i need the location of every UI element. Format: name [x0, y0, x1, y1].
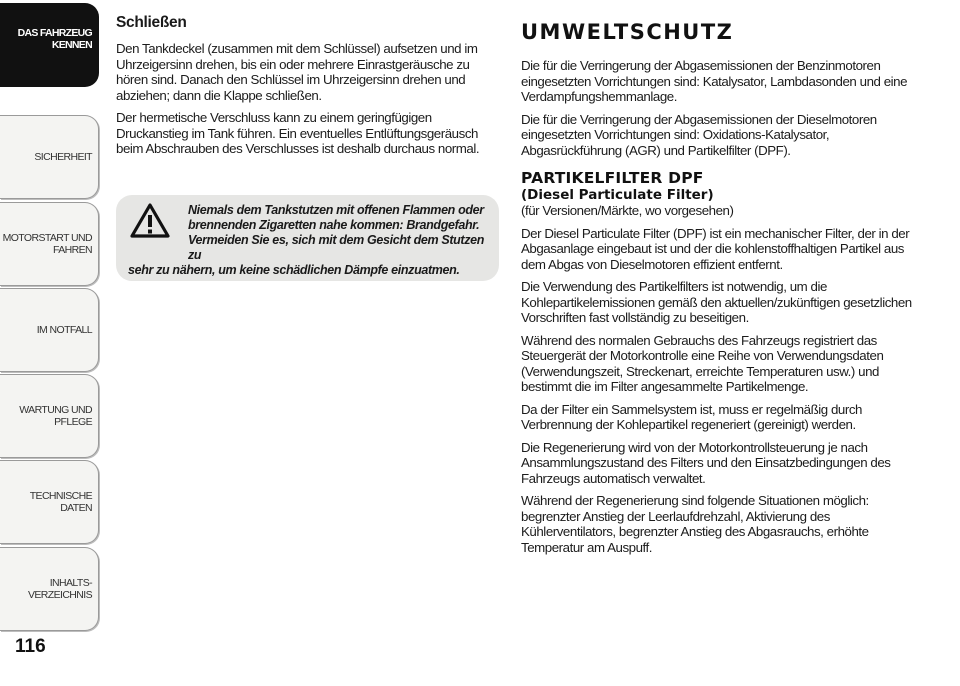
page-number: 116	[15, 636, 46, 657]
paragraph: Der Diesel Particulate Filter (DPF) ist ein mechanischer Filter, der in der Abgasanlage eingebaut ist und der die kohlenstoffhaltigen Partikel aus dem Abgas von Dieselmotoren effizient entfernt.	[521, 225, 910, 272]
tab-das-fahrzeug-kennen[interactable]	[0, 3, 99, 87]
paragraph: Die für die Verringerung der Abgasemissionen der Dieselmotoren eingesetzten Vorrichtungen sind: Oxidations-Katalysator, Abgasrückführung (AGR) und Partikelfilter (DPF).	[521, 111, 877, 158]
warning-text	[128, 203, 490, 278]
tab-label: TECHNISCHE DATEN	[29, 490, 92, 514]
paragraph: Die für die Verringerung der Abgasemissionen der Benzinmotoren eingesetzten Vorrichtungen sind: Katalysator, Lambdasonden und eine Verdampfungshemmanlage.	[521, 58, 908, 104]
tab-label: INHALTS- VERZEICHNIS	[28, 577, 92, 601]
tab-label: IM NOTFALL	[36, 324, 92, 336]
page-title: UMWELTSCHUTZ	[521, 20, 734, 44]
warning-line: sehr zu nähern, um keine schädlichen Dämpfe einzuatmen.	[128, 263, 460, 277]
chapter-tabs	[0, 0, 100, 640]
tab-im-notfall[interactable]	[0, 288, 99, 372]
tab-wartung-und-pflege[interactable]	[0, 374, 99, 458]
paragraph: Da der Filter ein Sammelsystem ist, muss er regelmäßig durch Verbrennung der Kohlepartikel regeneriert (gereinigt) werden.	[521, 401, 862, 432]
warning-box	[116, 195, 499, 281]
section-heading-partikelfilter: PARTIKELFILTER DPF	[521, 169, 704, 187]
tab-sicherheit[interactable]	[0, 115, 99, 199]
right-column	[521, 20, 916, 562]
paragraph: Während der Regenerierung sind folgende Situationen möglich: begrenzter Anstieg der Leerlaufdrehzahl, Aktivierung des Kühlerventilators, begrenzter Anstieg des Abgasrauchs, erhöhte Temperatur am Auspuff.	[521, 493, 869, 555]
paragraph: Während des normalen Gebrauchs des Fahrzeugs registriert das Steuergerät der Motorkontrolle eine Reihe von Verwendungsdaten (Verwendungszeit, Streckenart, erreichte Temperaturen usw.) und bestimmt die im Filter angesammelte Partikelmenge.	[521, 332, 884, 394]
warning-line: Vermeiden Sie es, sich mit dem Gesicht dem Stutzen zu	[188, 233, 485, 262]
paragraph: Der hermetische Verschluss kann zu einem geringfügigen Druckanstieg im Tank führen. Ein eventuelles Entlüftungsgeräusch beim Abschrauben des Verschlusses ist deshalb durchaus normal.	[116, 110, 480, 156]
tab-motorstart-und-fahren[interactable]	[0, 202, 99, 286]
warning-line: brennenden Zigaretten nahe kommen: Brandgefahr.	[188, 218, 480, 232]
tab-label: MOTORSTART UND FAHREN	[2, 232, 92, 256]
tab-label: DAS FAHRZEUG KENNEN	[17, 27, 92, 51]
warning-line: Niemals dem Tankstutzen mit offenen Flammen oder	[188, 203, 484, 217]
paragraph: Die Verwendung des Partikelfilters ist notwendig, um die Kohlepartikelemissionen gemäß den aktuellen/zukünftigen gesetzlichen Vorschriften fast vollständig zu beseitigen.	[521, 279, 912, 325]
tab-label: WARTUNG UND PFLEGE	[19, 404, 92, 428]
version-note: (für Versionen/Märkte, wo vorgesehen)	[521, 203, 734, 218]
paragraph: Die Regenerierung wird von der Motorkontrollsteuerung je nach Ansammlungszustand des Filters und den Einsatzbedingungen des Fahrzeugs automatisch verwaltet.	[521, 439, 891, 486]
tab-inhaltsverzeichnis[interactable]	[0, 547, 99, 631]
paragraph: Den Tankdeckel (zusammen mit dem Schlüssel) aufsetzen und im Uhrzeigersinn drehen, bis ein oder mehrere Einrastgeräusche zu hören sind. Danach den Schlüssel im Uhrzeigersinn drehen und abziehen; dann die Klappe schließen.	[116, 41, 478, 103]
section-heading-schliessen: Schließen	[116, 14, 187, 31]
tab-technische-daten[interactable]	[0, 460, 99, 544]
section-subheading: (Diesel Particulate Filter)	[521, 187, 714, 203]
tab-label: SICHERHEIT	[34, 151, 92, 163]
left-column	[116, 14, 500, 164]
